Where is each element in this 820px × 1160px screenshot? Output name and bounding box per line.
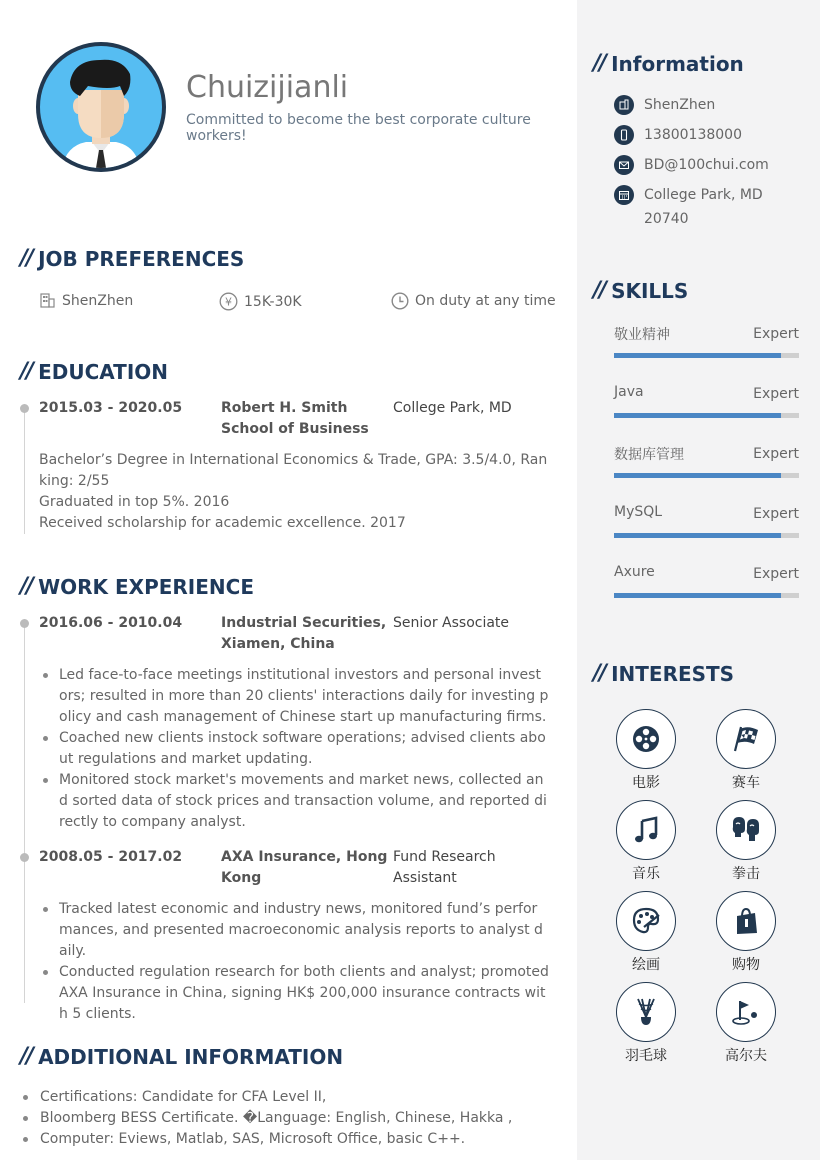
list-item: Monitored stock market's movements and market news, collected and sorted data of stock prices and transaction volume, and reported directly to company analyst.	[39, 770, 549, 833]
skill-bar	[614, 473, 799, 478]
candidate-name: Chuizijianli	[186, 70, 349, 105]
building-icon	[614, 95, 634, 115]
job-bullets	[39, 899, 549, 1025]
skill-bar	[614, 533, 799, 538]
info-city-text: ShenZhen	[644, 97, 716, 113]
boxing-gloves-icon	[716, 800, 776, 860]
additional-list	[20, 1087, 560, 1150]
list-item: Tracked latest economic and industry news, monitored fund’s performances, and presented macroeconomic analysis reports to analyst daily.	[39, 899, 549, 962]
interest-label: 音乐	[632, 866, 660, 882]
job-date: 2016.06 - 2010.04	[39, 615, 183, 631]
section-marker-icon: //	[20, 574, 33, 599]
phone-icon	[614, 125, 634, 145]
interests-heading	[593, 661, 734, 686]
building-icon	[39, 292, 56, 309]
info-city	[614, 93, 715, 117]
info-address	[614, 183, 763, 231]
job-date: 2008.05 - 2017.02	[39, 849, 183, 865]
interest-item	[606, 891, 686, 974]
section-marker-icon: //	[593, 661, 606, 686]
job-title: Senior Associate	[393, 615, 510, 631]
info-address-text	[644, 183, 763, 231]
education-school-line2: School of Business	[221, 421, 369, 437]
skills-heading	[593, 278, 688, 303]
timeline-line	[24, 408, 25, 534]
envelope-icon	[614, 155, 634, 175]
section-title: EDUCATION	[38, 359, 169, 384]
skill-bar-fill	[614, 353, 781, 358]
timeline-line	[24, 623, 25, 1003]
skill-name: 敬业精神	[614, 327, 670, 343]
interest-item	[706, 982, 786, 1065]
job-bullets	[39, 665, 549, 833]
clock-icon	[391, 292, 409, 310]
interest-item	[606, 709, 686, 792]
education-detail-line: Received scholarship for academic excellence. 2017	[39, 515, 406, 531]
skill-bar	[614, 353, 799, 358]
info-phone-text: 13800138000	[644, 127, 742, 143]
job-company-line1: AXA Insurance, Hong	[221, 849, 388, 865]
skill-level: Expert	[753, 446, 799, 462]
skill-level: Expert	[753, 386, 799, 402]
pref-city	[39, 292, 133, 309]
list-item: Bloomberg BESS Certificate. �Language: English, Chinese, Hakka ,	[20, 1108, 560, 1129]
interest-item	[706, 891, 786, 974]
timeline-dot	[20, 404, 29, 413]
skill-name: MySQL	[614, 504, 663, 520]
pref-duty-text: On duty at any time	[415, 293, 556, 309]
section-title: Information	[611, 51, 744, 76]
svg-text:¥: ¥	[225, 295, 232, 309]
job-company-line2: Xiamen, China	[221, 636, 335, 652]
film-reel-icon	[616, 709, 676, 769]
avatar-illustration	[40, 46, 162, 168]
section-title: INTERESTS	[611, 661, 735, 686]
interest-item	[706, 800, 786, 883]
interest-label: 电影	[632, 775, 660, 791]
skill-bar-fill	[614, 593, 781, 598]
address-line2: 20740	[644, 211, 689, 227]
section-marker-icon: //	[20, 246, 33, 271]
music-note-icon	[616, 800, 676, 860]
pref-duty	[391, 292, 556, 310]
job-title-line2: Assistant	[393, 870, 457, 886]
list-item: Computer: Eviews, Matlab, SAS, Microsoft Office, basic C++.	[20, 1129, 560, 1150]
skill-name: Axure	[614, 564, 655, 580]
calendar-icon	[614, 185, 634, 205]
info-email	[614, 153, 769, 177]
education-location: College Park, MD	[393, 400, 512, 416]
shuttlecock-icon	[616, 982, 676, 1042]
section-title: WORK EXPERIENCE	[38, 574, 254, 599]
timeline-dot	[20, 853, 29, 862]
list-item: Conducted regulation research for both clients and analyst; promoted AXA Insurance in China, signing HK$ 200,000 insurance contracts with 5 clients.	[39, 962, 549, 1025]
skill-bar	[614, 593, 799, 598]
skill-bar-fill	[614, 473, 781, 478]
info-phone	[614, 123, 742, 147]
section-marker-icon: //	[593, 278, 606, 303]
education-detail-line: Bachelor’s Degree in International Economics & Trade, GPA: 3.5/4.0, Ranking: 2/55	[39, 452, 548, 489]
job-company-line2: Kong	[221, 870, 262, 886]
list-item: Led face-to-face meetings institutional investors and personal investors; resulted in more than 20 clients' interactions daily for investing policy and cash management of Chinese start up manufacturing firms.	[39, 665, 549, 728]
skill-level: Expert	[753, 506, 799, 522]
job-company-line1: Industrial Securities,	[221, 615, 387, 631]
education-date: 2015.03 - 2020.05	[39, 400, 183, 416]
education-heading	[20, 359, 168, 384]
education-detail-line: Graduated in top 5%. 2016	[39, 494, 230, 510]
interest-label: 购物	[732, 957, 760, 973]
tagline: Committed to become the best corporate culture workers!	[186, 112, 531, 144]
section-title: JOB PREFERENCES	[38, 246, 245, 271]
section-title: SKILLS	[611, 278, 689, 303]
golf-icon	[716, 982, 776, 1042]
shopping-bag-icon	[716, 891, 776, 951]
interest-label: 绘画	[632, 957, 660, 973]
pref-salary-text: 15K-30K	[244, 293, 302, 310]
additional-info-heading	[20, 1044, 343, 1069]
interest-item	[606, 800, 686, 883]
skill-name: 数据库管理	[614, 447, 684, 463]
checkered-flag-icon	[716, 709, 776, 769]
education-details	[39, 450, 549, 534]
section-marker-icon: //	[20, 1044, 33, 1069]
skill-bar	[614, 413, 799, 418]
skill-level: Expert	[753, 326, 799, 342]
education-school-line1: Robert H. Smith	[221, 400, 348, 416]
interest-item	[606, 982, 686, 1065]
pref-salary	[219, 292, 302, 311]
address-line1: College Park, MD	[644, 187, 763, 203]
interest-label: 羽毛球	[625, 1048, 667, 1064]
palette-icon	[616, 891, 676, 951]
information-heading	[593, 51, 744, 76]
section-marker-icon: //	[593, 51, 606, 76]
section-marker-icon: //	[20, 359, 33, 384]
skill-name: Java	[614, 384, 644, 400]
skill-bar-fill	[614, 533, 781, 538]
interest-label: 高尔夫	[725, 1048, 767, 1064]
job-preferences-heading	[20, 246, 244, 271]
list-item: Coached new clients instock software operations; advised clients about regulations and market updating.	[39, 728, 549, 770]
skill-bar-fill	[614, 413, 781, 418]
info-email-text: BD@100chui.com	[644, 157, 769, 173]
avatar	[36, 42, 166, 172]
work-experience-heading	[20, 574, 254, 599]
list-item: Certifications: Candidate for CFA Level II,	[20, 1087, 560, 1108]
skill-level: Expert	[753, 566, 799, 582]
interest-item	[706, 709, 786, 792]
interest-label: 赛车	[732, 775, 760, 791]
interest-label: 拳击	[732, 866, 760, 882]
timeline-dot	[20, 619, 29, 628]
job-title-line1: Fund Research	[393, 849, 496, 865]
section-title: ADDITIONAL INFORMATION	[38, 1044, 344, 1069]
pref-city-text: ShenZhen	[62, 292, 134, 309]
yuan-coin-icon	[219, 292, 238, 311]
